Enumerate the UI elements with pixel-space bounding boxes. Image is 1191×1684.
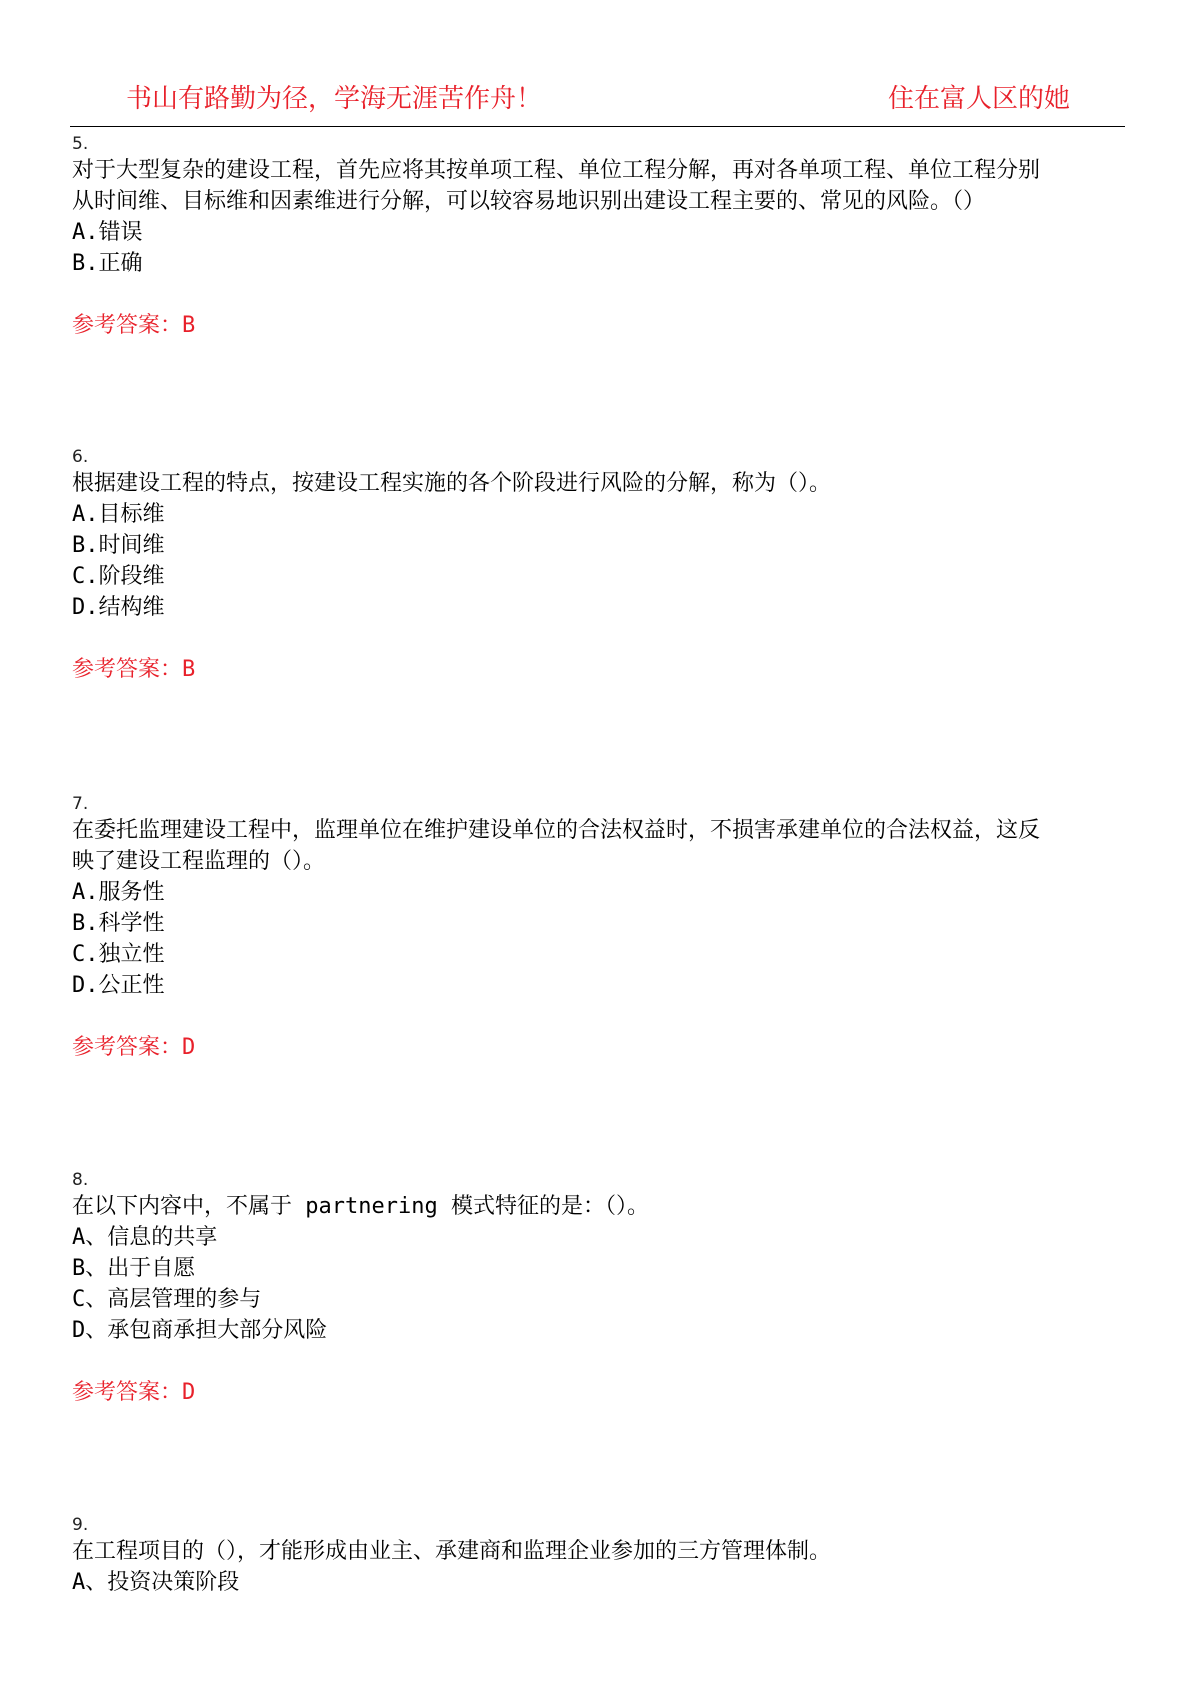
reference-answer: 参考答案：D [72,1035,196,1060]
option-a: A、信息的共享 [72,1225,218,1250]
option-b: B、出于自愿 [72,1256,196,1281]
question-6 [72,446,1128,685]
question-9 [72,1514,1128,1598]
question-5 [72,133,1128,341]
header-author: 住在富人区的她 [887,84,1070,114]
option-b: B.正确 [72,251,143,276]
question-stem: 在以下内容中，不属于 partnering 模式特征的是：（）。 [72,1194,649,1219]
page-header [70,78,1125,127]
question-number: 8. [72,1170,89,1190]
header-motto: 书山有路勤为径，学海无涯苦作舟！ [126,84,543,114]
question-number: 6. [72,447,89,467]
option-c: C.独立性 [72,942,165,967]
option-d: D、承包商承担大部分风险 [72,1318,328,1343]
option-a: A.错误 [72,220,143,245]
reference-answer: 参考答案：B [72,313,196,338]
option-c: C.阶段维 [72,564,165,589]
question-number: 5. [72,134,89,154]
option-d: D.结构维 [72,595,165,620]
question-stem: 在委托监理建设工程中，监理单位在维护建设单位的合法权益时，不损害承建单位的合法权益，这反 映了建设工程监理的（）。 [72,818,1041,874]
option-a: A、投资决策阶段 [72,1570,240,1595]
option-d: D.公正性 [72,973,165,998]
option-a: A.目标维 [72,502,165,527]
option-b: B.时间维 [72,533,165,558]
question-stem: 根据建设工程的特点，按建设工程实施的各个阶段进行风险的分解，称为（）。 [72,471,832,496]
option-a: A.服务性 [72,880,165,905]
reference-answer: 参考答案：D [72,1380,196,1405]
question-stem: 对于大型复杂的建设工程，首先应将其按单项工程、单位工程分解，再对各单项工程、单位工程分别 从时间维、目标维和因素维进行分解，可以较容易地识别出建设工程主要的、常见的风险。（） [72,158,1041,214]
option-b: B.科学性 [72,911,165,936]
reference-answer: 参考答案：B [72,657,196,682]
question-number: 7. [72,794,89,814]
question-7 [72,793,1128,1063]
question-8 [72,1169,1128,1408]
option-c: C、高层管理的参与 [72,1287,262,1312]
question-stem: 在工程项目的（），才能形成由业主、承建商和监理企业参加的三方管理体制。 [72,1539,832,1564]
question-number: 9. [72,1515,89,1535]
